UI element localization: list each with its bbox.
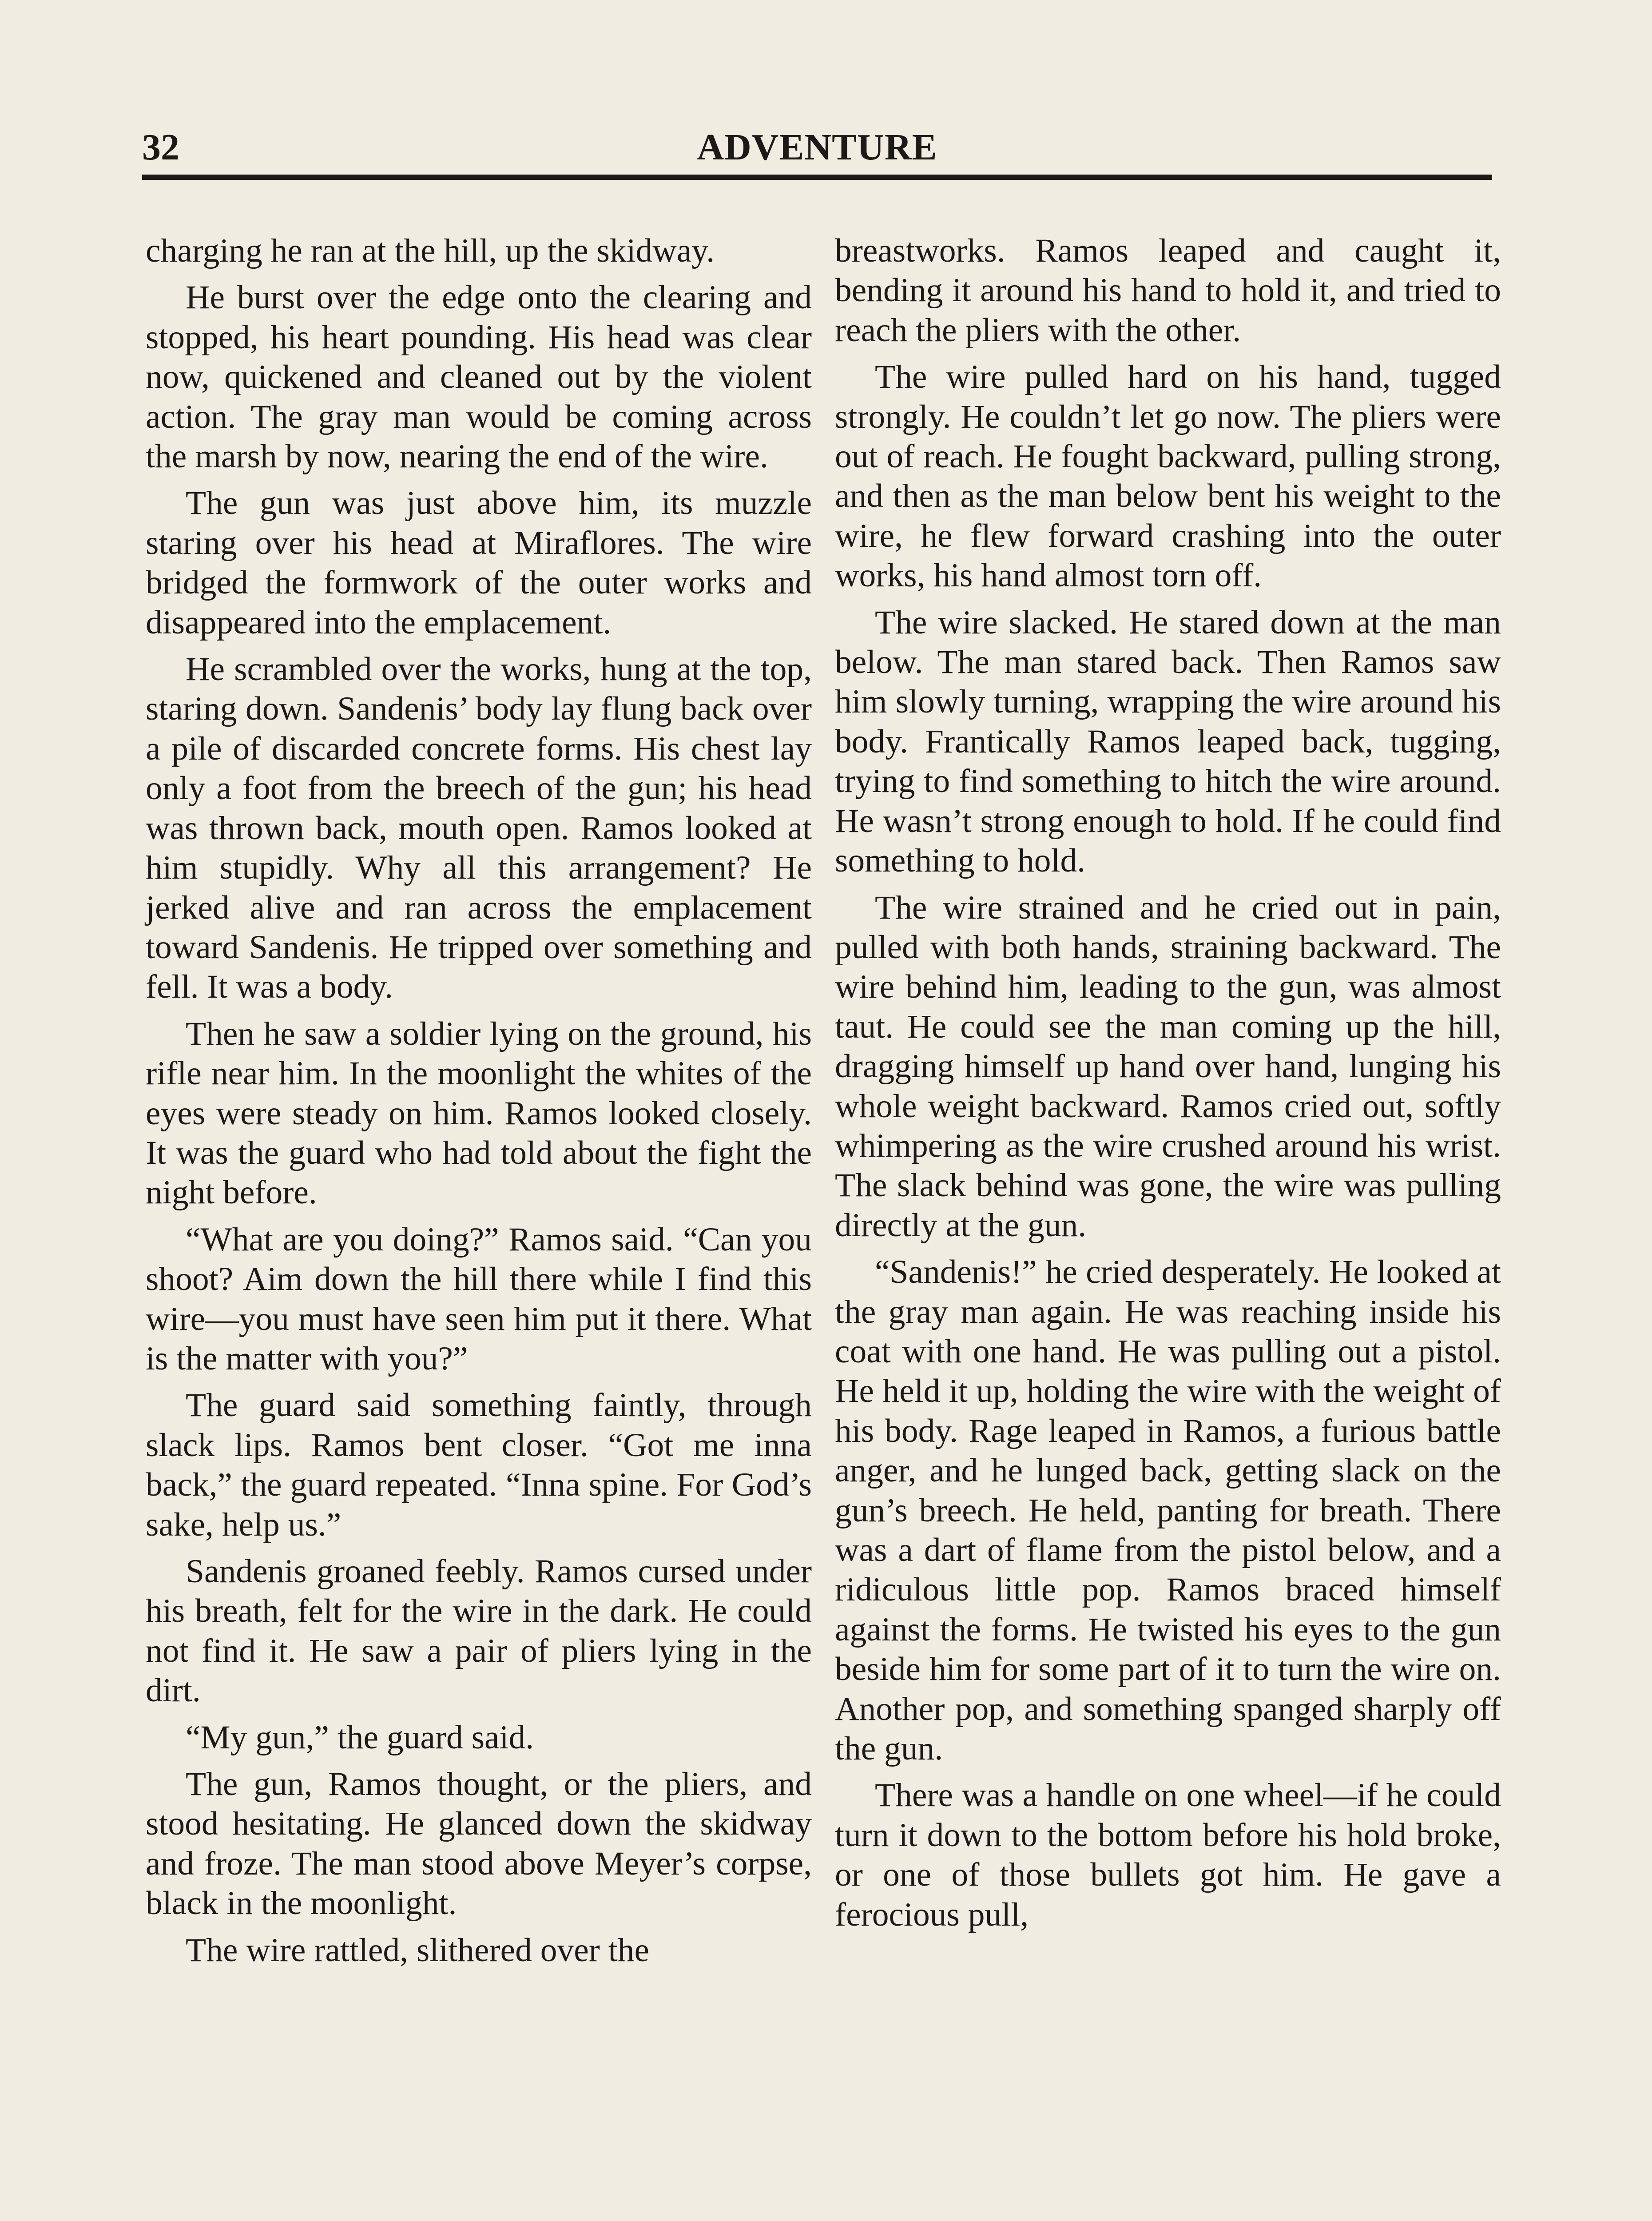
paragraph: “Sandenis!” he cried desperately. He looked at the gray man again. He was reaching inside his coat with one hand. He was pulling out a pistol. He held it up, holding the wire with the weight of his body. Rage leaped in Ramos, a furious battle anger, and he lunged back, getting slack on the gun’s breech. He held, panting for breath. There was a dart of flame from the pistol below, and a ridiculous little pop. Ramos braced himself against the forms. He twisted his eyes to the gun beside him for some part of it to turn the wire on. Another pop, and something spanged sharply off the gun. bbox=[835, 1254, 1501, 1767]
paragraph: The gun, Ramos thought, or the pliers, and stood hesitating. He glanced down the skidway and froze. The man stood above Meyer’s corpse, black in the moonlight. bbox=[146, 1766, 812, 1922]
page-header bbox=[142, 125, 1492, 179]
paragraph: The gun was just above him, its muzzle staring over his head at Miraflores. The wire bridged the formwork of the outer works and disappeared into the emplacement. bbox=[146, 485, 812, 641]
paragraph: “My gun,” the guard said. bbox=[186, 1719, 534, 1756]
paragraph: Then he saw a soldier lying on the ground, his rifle near him. In the moonlight the whites of the eyes were steady on him. Ramos looked closely. It was the guard who had told about the fight the night before. bbox=[146, 1015, 812, 1211]
paragraph: The wire rattled, slithered over the bbox=[186, 1931, 649, 1969]
paragraph: breastworks. Ramos leaped and caught it, bending it around his hand to hold it, and tried to reach the pliers with the other. bbox=[835, 232, 1501, 349]
text-column-left bbox=[146, 231, 812, 1977]
paragraph: The wire pulled hard on his hand, tugged strongly. He couldn’t let go now. The pliers were out of reach. He fought backward, pulling strong, and then as the man below bent his weight to the wire, he flew forward crashing into the outer works, his hand almost torn off. bbox=[835, 358, 1501, 594]
paragraph: There was a handle on one wheel—if he could turn it down to the bottom before his hold broke, or one of those bullets got him. He gave a ferocious pull, bbox=[835, 1777, 1501, 1933]
paragraph: The guard said something faintly, through slack lips. Ramos bent closer. “Got me inna back,” the guard repeated. “Inna spine. For God’s sake, help us.” bbox=[146, 1387, 812, 1543]
paragraph: “What are you doing?” Ramos said. “Can you shoot? Aim down the hill there while I find this wire—you must have seen him put it there. What is the matter with you?” bbox=[146, 1221, 812, 1377]
header-rule bbox=[142, 175, 1492, 180]
paragraph: He burst over the edge onto the clearing and stopped, his heart pounding. His head was clear now, quickened and cleaned out by the violent action. The gray man would be coming across the marsh by now, nearing the end of the wire. bbox=[146, 279, 812, 475]
paragraph: Sandenis groaned feebly. Ramos cursed under his breath, felt for the wire in the dark. He could not find it. He saw a pair of pliers lying in the dirt. bbox=[146, 1553, 812, 1709]
paragraph: The wire slacked. He stared down at the man below. The man stared back. Then Ramos saw him slowly turning, wrapping the wire around his body. Frantically Ramos leaped back, tugging, trying to find something to hitch the wire around. He wasn’t strong enough to hold. If he could find something to hold. bbox=[835, 604, 1501, 880]
text-column-right bbox=[835, 231, 1501, 1942]
page-number: 32 bbox=[142, 127, 179, 168]
paragraph: charging he ran at the hill, up the skidway. bbox=[146, 232, 715, 269]
paragraph: The wire strained and he cried out in pain, pulled with both hands, straining backward. The wire behind him, leading to the gun, was almost taut. He could see the man coming up the hill, dragging himself up hand over hand, lunging his whole weight backward. Ramos cried out, softly whimpering as the wire crushed around his wrist. The slack behind was gone, the wire was pulling directly at the gun. bbox=[835, 889, 1501, 1244]
magazine-title: ADVENTURE bbox=[697, 127, 937, 168]
paragraph: He scrambled over the works, hung at the top, staring down. Sandenis’ body lay flung back over a pile of discarded concrete forms. His chest lay only a foot from the breech of the gun; his head was thrown back, mouth open. Ramos looked at him stupidly. Why all this arrangement? He jerked alive and ran across the emplacement toward Sandenis. He tripped over something and fell. It was a body. bbox=[146, 651, 812, 1006]
